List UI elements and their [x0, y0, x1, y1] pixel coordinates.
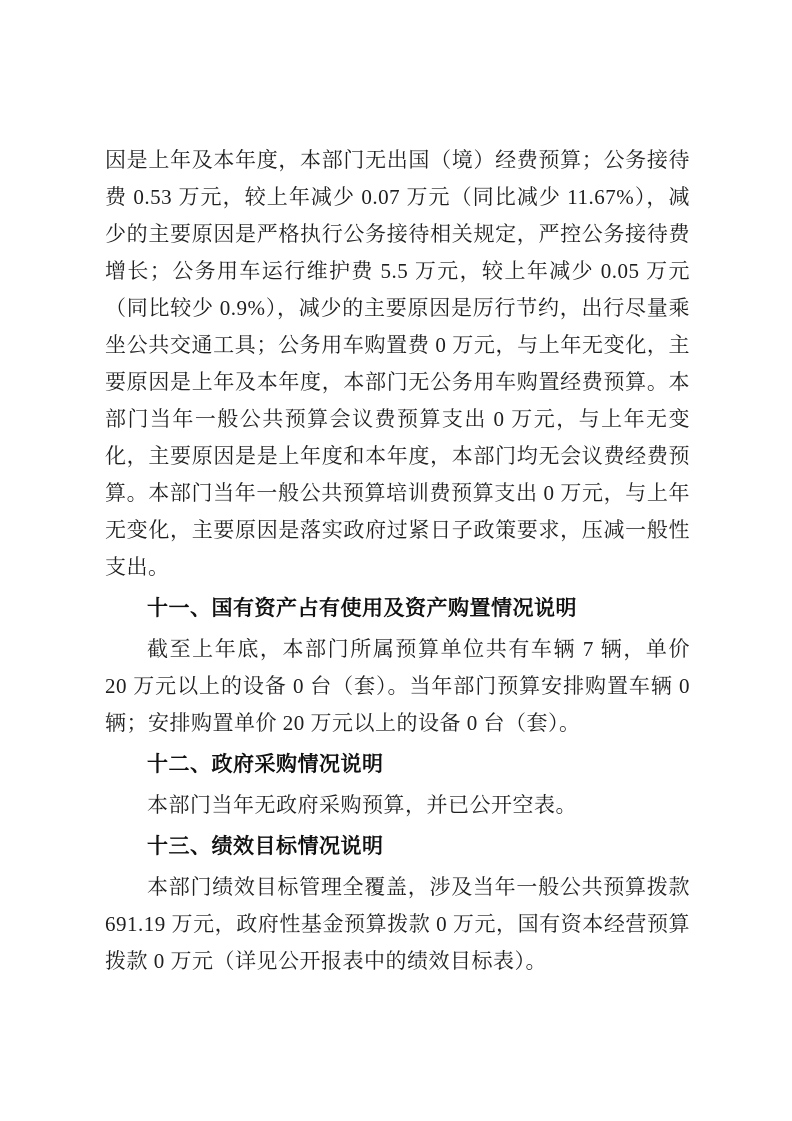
section-heading-13-performance-targets: 十三、绩效目标情况说明 [147, 835, 384, 858]
paragraph-government-procurement: 本部门当年无政府采购预算，并已公开空表。 [147, 793, 577, 817]
section-heading-12-government-procurement: 十二、政府采购情况说明 [147, 753, 384, 776]
section-heading-11-state-assets: 十一、国有资产占有使用及资产购置情况说明 [147, 597, 577, 620]
paragraph-performance-targets: 本部门绩效目标管理全覆盖，涉及当年一般公共预算拨款 691.19 万元，政府性基金预算拨款 0 万元，国有资本经营预算拨款 0 万元（详见公开报表中的绩效目标表）。 [105, 875, 690, 973]
document-content [105, 142, 690, 980]
paragraph-expense-explanation-continued: 因是上年及本年度，本部门无出国（境）经费预算；公务接待费 0.53 万元，较上年减少 0.07 万元（同比减少 11.67%），减少的主要原因是严格执行公务接待相关规定，严控公务接待费增长；公务用车运行维护费 5.5 万元，较上年减少 0.05 万元（同比较少 0.9%），减少的主要原因是厉行节约，出行尽量乘坐公共交通工具；公务用车购置费 0 万元，与上年无变化，主要原因是上年及本年度，本部门无公务用车购置经费预算。本部门当年一般公共预算会议费预算支出 0 万元，与上年无变化，主要原因是是上年度和本年度，本部门均无会议费经费预算。本部门当年一般公共预算培训费预算支出 0 万元，与上年无变化，主要原因是落实政府过紧日子政策要求，压减一般性支出。 [105, 148, 690, 579]
paragraph-state-assets: 截至上年底，本部门所属预算单位共有车辆 7 辆，单价 20 万元以上的设备 0 台（套）。当年部门预算安排购置车辆 0 辆；安排购置单价 20 万元以上的设备 0 台（套）。 [105, 637, 690, 735]
